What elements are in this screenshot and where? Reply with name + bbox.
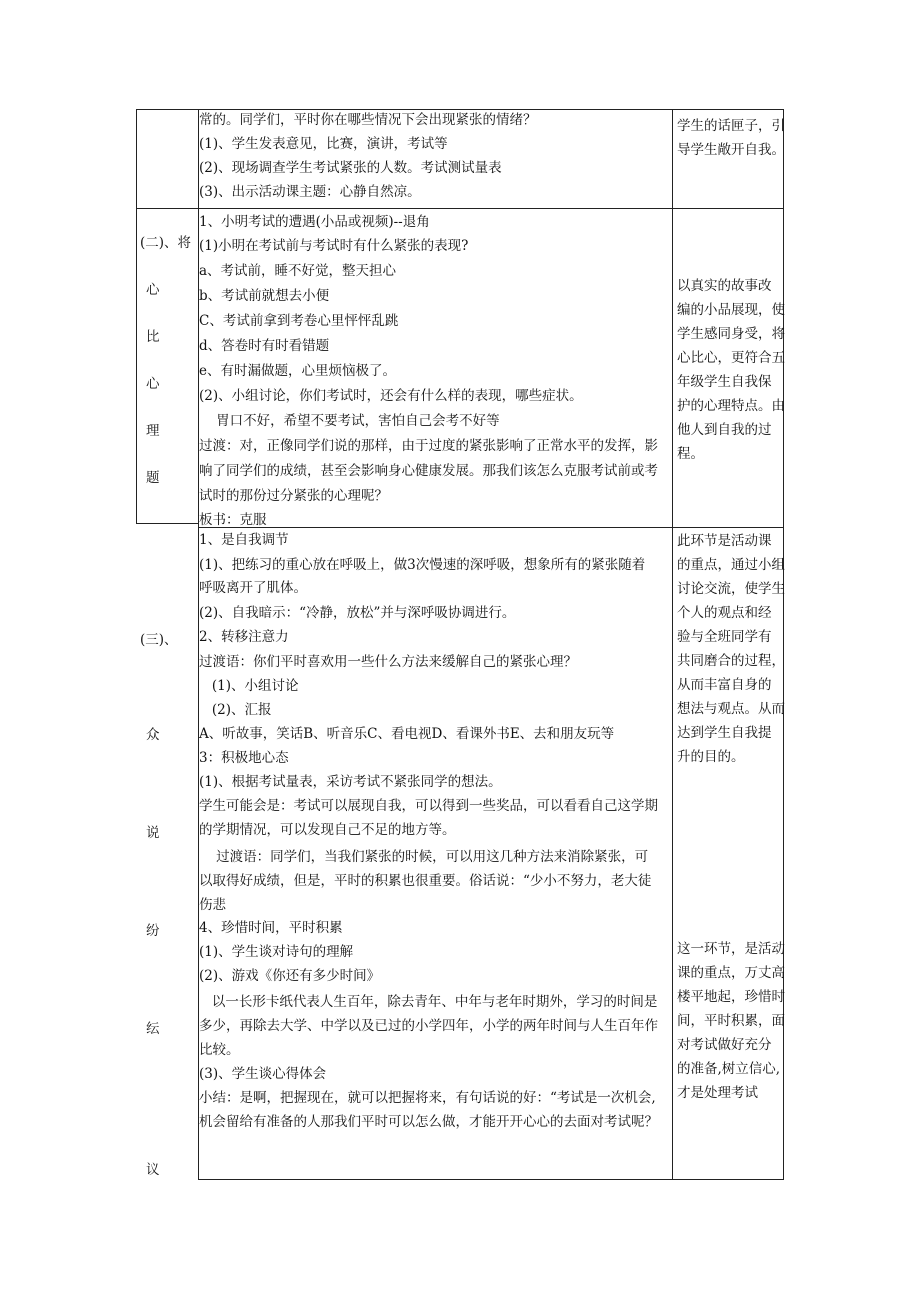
sec3-line-23: (3)、学生谈心得体会 xyxy=(199,1066,327,1082)
sec3-heading-4: 纷 xyxy=(146,923,160,939)
sec3-line-10: 3：积极地心态 xyxy=(199,750,289,766)
sec3-line-9: A、听故事，笑话B、听音乐C、看电视D、看课外书E、去和朋友玩等 xyxy=(199,726,615,742)
sec2-line-9: 胃口不好，希望不要考试，害怕自己会考不好等 xyxy=(199,413,500,429)
sec2-note-7: 他人到自我的过 xyxy=(677,422,772,438)
sec3-note-7: 从而丰富自身的 xyxy=(677,677,772,693)
sec3-line-21: 多少，再除去大学、中学以及已过的小学四年，小学的两年时间与人生百年作 xyxy=(199,1018,658,1034)
sec3-line-19: (2)、游戏《你还有多少时间》 xyxy=(199,968,381,984)
sec2-line-3: a、考试前，睡不好觉，整天担心 xyxy=(199,263,397,279)
sec3-line-4: (2)、自我暗示：“冷静，放松”并与深呼吸协调进行。 xyxy=(199,605,516,621)
sec3-line-12: 学生可能会是：考试可以展现自我，可以得到一些奖品，可以看看自己这学期 xyxy=(199,798,658,814)
left-border xyxy=(136,109,137,524)
sec3-line-15: 以取得好成绩，但是，平时的积累也很重要。俗话说：“少小不努力，老大徒 xyxy=(199,873,652,889)
sec3-note2-1: 这一环节，是活动 xyxy=(677,941,785,957)
sec2-line-10: 过渡：对，正像同学们说的那样，由于过度的紧张影响了正常水平的发挥，影 xyxy=(199,438,658,454)
sec3-line-16: 伤悲 xyxy=(199,897,226,913)
sec2-note-1: 以真实的故事改 xyxy=(677,278,772,294)
sec3-line-13: 的学期情况，可以发现自己不足的地方等。 xyxy=(199,822,456,838)
sec2-heading-5: 理 xyxy=(146,423,160,439)
sec3-line-6: 过渡语：你们平时喜欢用一些什么方法来缓解自己的紧张心理？ xyxy=(199,654,577,670)
sec3-note-6: 共同磨合的过程， xyxy=(677,653,785,669)
sec1-line-4: (3)、出示活动课主题：心静自然凉。 xyxy=(199,184,421,200)
sec3-line-14: 过渡语：同学们，当我们紧张的时候，可以用这几种方法来消除紧张，可 xyxy=(199,849,649,865)
sec3-heading-6: 议 xyxy=(146,1162,160,1178)
sec3-heading-1: (三)、 xyxy=(140,632,178,648)
sec3-note2-3: 楼平地起，珍惜时 xyxy=(677,989,785,1005)
sec3-line-7: (1)、小组讨论 xyxy=(199,678,299,694)
sec3-line-5: 2、转移注意力 xyxy=(199,629,289,645)
sec3-line-11: (1)、根据考试量表，采访考试不紧张同学的想法。 xyxy=(199,774,502,790)
sec3-line-25: 机会留给有准备的人那我们平时可以怎么做，才能开开心心的去面对考试呢？ xyxy=(199,1114,658,1130)
sec3-note2-2: 课的重点，万丈高 xyxy=(677,965,785,981)
sec3-note-8: 想法与观点。从而 xyxy=(677,701,785,717)
sec3-note2-5: 对考试做好充分 xyxy=(677,1037,772,1053)
sec3-note2-7: 才是处理考试 xyxy=(677,1085,758,1101)
sec3-heading-2: 众 xyxy=(146,727,160,743)
sec2-heading-3: 比 xyxy=(146,329,160,345)
sec3-line-17: 4、珍惜时间，平时积累 xyxy=(199,920,343,936)
sec3-note-10: 升的目的。 xyxy=(677,749,745,765)
sec1-line-2: (1)、学生发表意见，比赛，演讲，考试等 xyxy=(199,136,448,152)
sec3-heading-5: 纭 xyxy=(146,1021,160,1037)
sec2-note-8: 程。 xyxy=(677,446,704,462)
sec3-line-22: 比较。 xyxy=(199,1042,240,1058)
sec2-line-4: b、考试前就想去小便 xyxy=(199,288,330,304)
sec3-line-1: 1、是自我调节 xyxy=(199,532,289,548)
sec2-line-8: (2)、小组讨论，你们考试时，还会有什么样的表现，哪些症状。 xyxy=(199,388,583,404)
sec2-line-2: (1)小明在考试前与考试时有什么紧张的表现? xyxy=(199,238,469,254)
sec3-heading-3: 说 xyxy=(146,825,160,841)
sec2-heading-2: 心 xyxy=(146,282,160,298)
sec2-line-6: d、答卷时有时看错题 xyxy=(199,338,330,354)
sec3-line-18: (1)、学生谈对诗句的理解 xyxy=(199,944,354,960)
sec2-note-4: 心比心，更符合五 xyxy=(677,350,785,366)
sec3-note-3: 讨论交流，使学生 xyxy=(677,581,785,597)
sec3-note-2: 的重点，通过小组 xyxy=(677,557,785,573)
sec3-note-5: 验与全班同学有 xyxy=(677,629,772,645)
sec3-note2-4: 间，平时积累，面 xyxy=(677,1013,785,1029)
sec1-line-1: 常的。同学们，平时你在哪些情况下会出现紧张的情绪？ xyxy=(199,112,537,128)
sec3-line-24: 小结：是啊，把握现在，就可以把握将来，有句话说的好：“考试是一次机会, xyxy=(199,1090,656,1106)
sec2-heading-6: 题 xyxy=(146,470,160,486)
sec3-note-9: 达到学生自我提 xyxy=(677,725,772,741)
sec2-line-13: 板书：克服 xyxy=(199,512,267,528)
sec2-note-3: 学生感同身受，将 xyxy=(677,326,785,342)
sec3-line-20: 以一长形卡纸代表人生百年，除去青年、中年与老年时期外，学习的时间是 xyxy=(199,994,658,1010)
sec3-note-1: 此环节是活动课 xyxy=(677,533,772,549)
sec1-note-1: 学生的话匣子，引 xyxy=(677,118,785,134)
sec2-note-2: 编的小品展现，使 xyxy=(677,302,785,318)
sec1-line-3: (2)、现场调查学生考试紧张的人数。考试测试量表 xyxy=(199,160,502,176)
sec3-line-2: (1)、把练习的重心放在呼吸上，做3次慢速的深呼吸，想象所有的紧张随着 xyxy=(199,557,646,573)
sec2-heading-1: (二)、将 xyxy=(140,235,192,251)
sec2-heading-4: 心 xyxy=(146,376,160,392)
sec2-line-7: e、有时漏做题，心里烦恼极了。 xyxy=(199,363,396,379)
row-divider-2b xyxy=(198,527,784,528)
row-divider-2 xyxy=(136,523,198,524)
sec2-note-6: 护的心理特点。由 xyxy=(677,398,785,414)
sec2-line-12: 试时的那份过分紧张的心理呢？ xyxy=(199,488,388,504)
sec2-line-1: 1、小明考试的遭遇(小品或视频)--退角 xyxy=(199,214,430,230)
col-divider-2 xyxy=(672,109,673,1180)
sec2-line-11: 响了同学们的成绩，甚至会影响身心健康发展。那我们该怎么克服考试前或考 xyxy=(199,463,658,479)
table-bottom-border xyxy=(198,1179,784,1180)
sec2-note-5: 年级学生自我保 xyxy=(677,374,772,390)
sec2-line-5: C、考试前拿到考卷心里怦怦乱跳 xyxy=(199,313,399,329)
sec3-note-4: 个人的观点和经 xyxy=(677,605,772,621)
sec3-line-3: 呼吸离开了肌体。 xyxy=(199,580,307,596)
sec3-note2-6: 的准备,树立信心, xyxy=(677,1061,781,1077)
row-divider-1 xyxy=(136,208,784,209)
sec3-line-8: (2)、汇报 xyxy=(199,702,272,718)
sec1-note-2: 导学生敞开自我。 xyxy=(677,142,785,158)
